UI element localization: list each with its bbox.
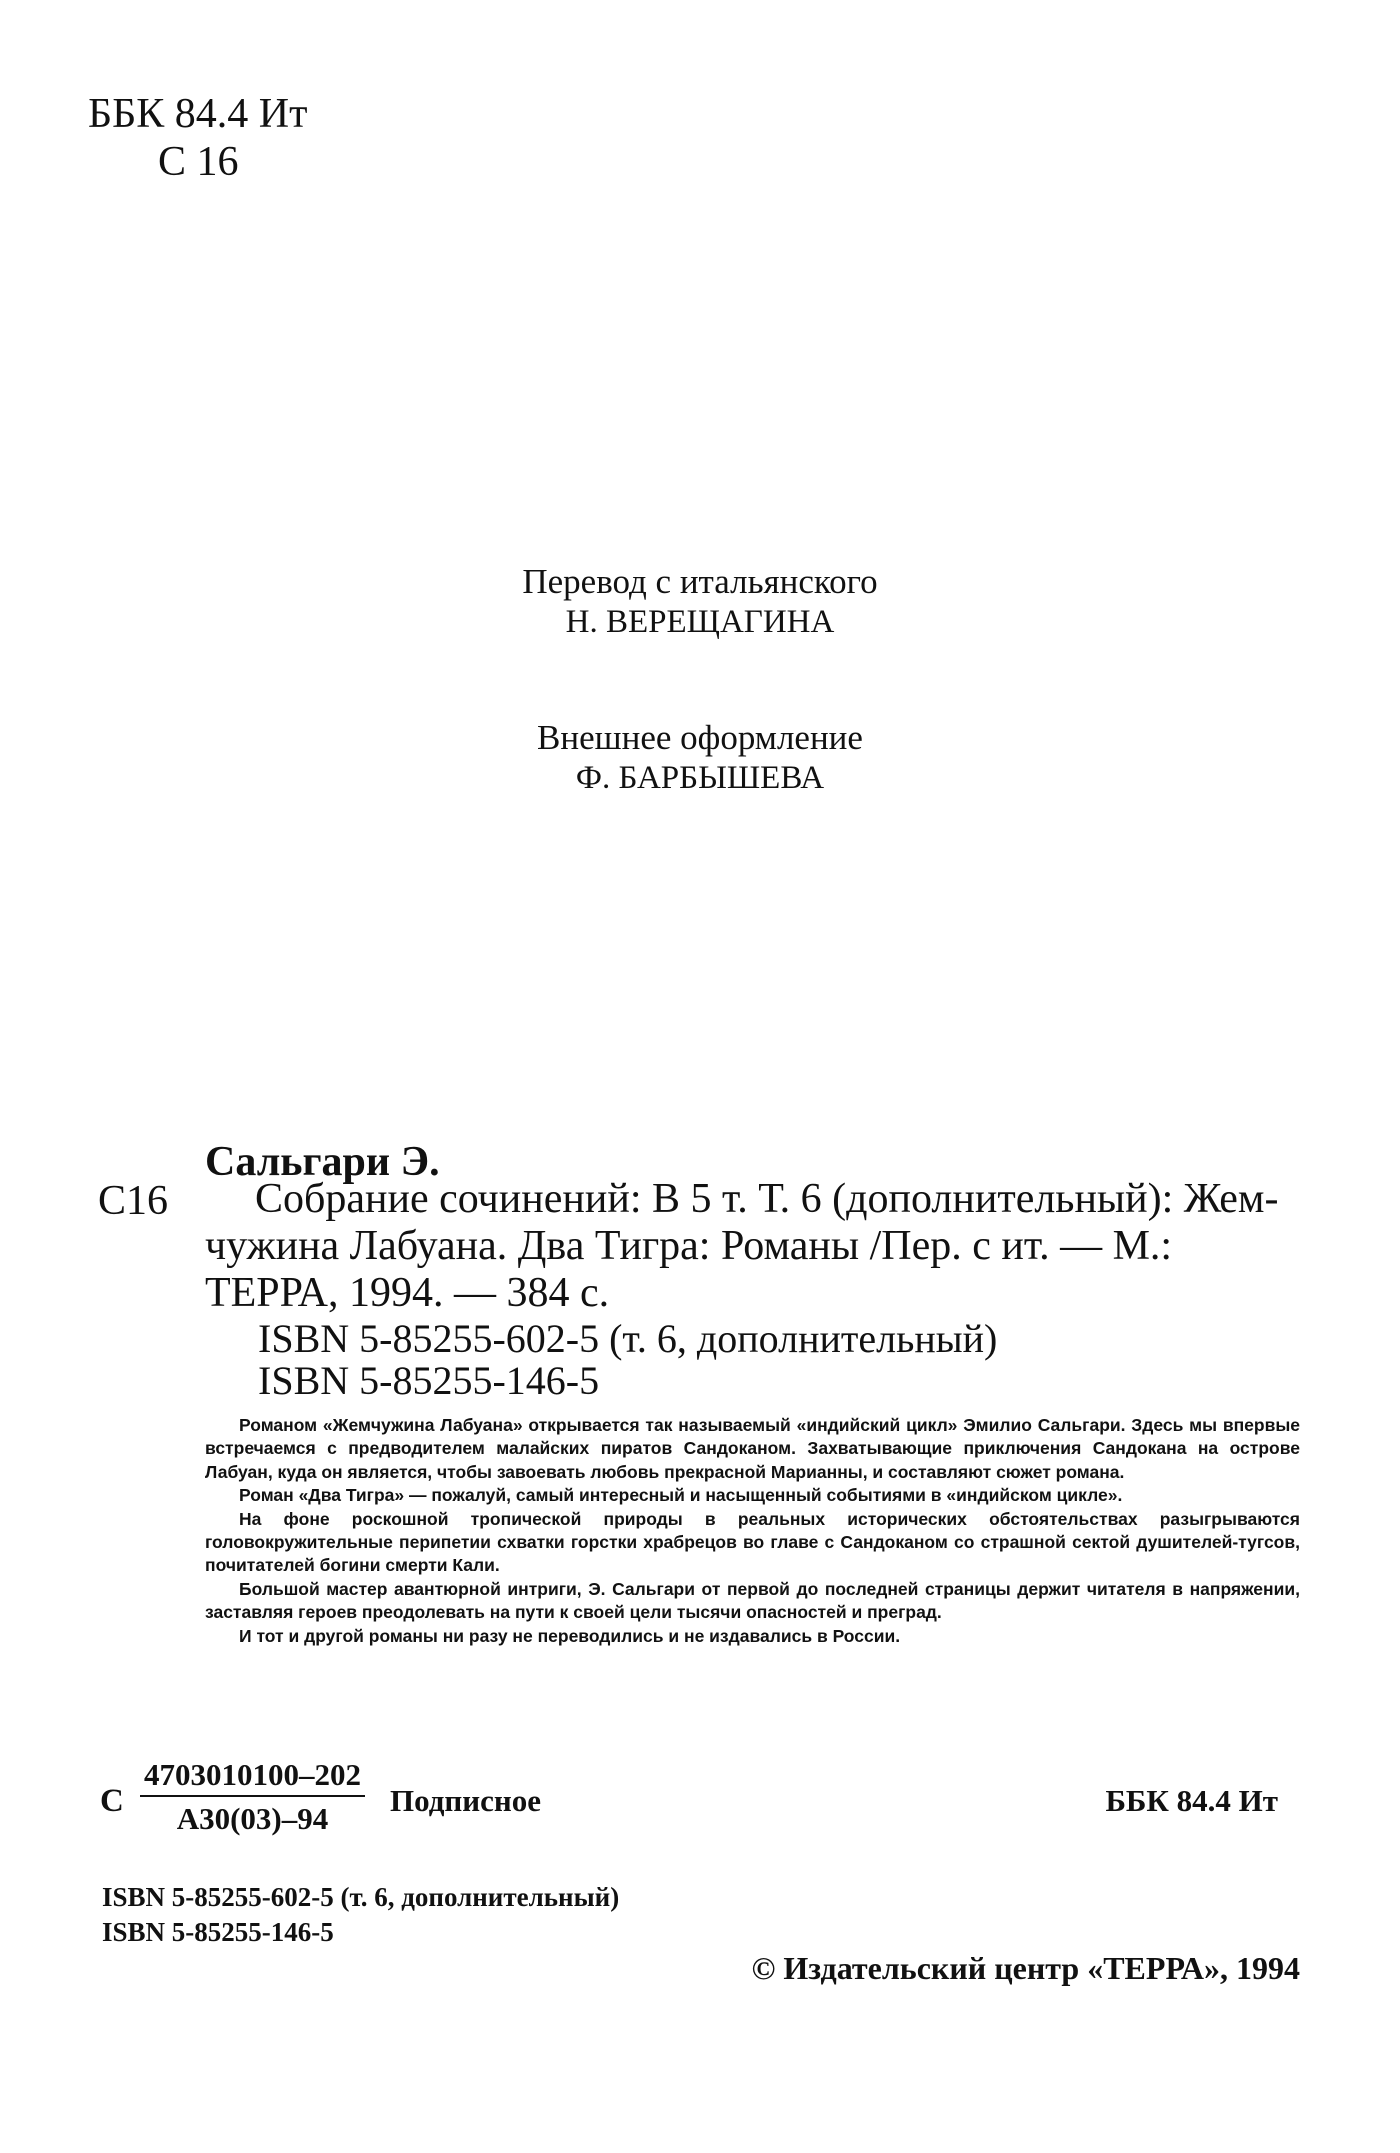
subscription-label: Подписное (390, 1783, 542, 1818)
isbn-bottom (102, 1880, 619, 1950)
translation-credit (0, 562, 1400, 642)
index-denominator: А30(03)–94 (176, 1801, 329, 1836)
catalog-description (205, 1176, 1295, 1317)
annotation-paragraph: Романом «Жемчужина Лабуана» открывается так называемый «индийский цикл» Эмилио Сальгари. Здесь мы впервые встречаемся с предводителем малайских пиратов Сандоканом. Захватывающие приключения Сандокана на острове Лабуан, куда он является, чтобы завоевать любовь прекрасной Марианны, и составляют сюжет романа. (205, 1415, 1300, 1482)
bbk-code: ББК 84.4 Ит (88, 91, 308, 137)
annotation (205, 1414, 1300, 1648)
index-letter: С (100, 1783, 124, 1819)
title-line: чужина Лабуана. Два Тигра: Романы /Пер. с ит. — М.: (205, 1223, 1173, 1269)
catalog-isbn (258, 1318, 997, 1402)
isbn-line: ISBN 5-85255-146-5 (102, 1917, 334, 1947)
design-label: Внешнее оформление (537, 718, 863, 757)
publication-index (100, 1757, 1300, 1837)
title-line: Собрание сочинений: В 5 т. Т. 6 (дополнительный): Жем- (255, 1176, 1279, 1222)
copyright-notice: © Издательский центр «ТЕРРА», 1994 (751, 1950, 1300, 1986)
author-sign: С 16 (158, 139, 239, 185)
bbk-code-bottom: ББК 84.4 Ит (1105, 1783, 1278, 1818)
design-credit (0, 718, 1400, 798)
catalog-author: Сальгари Э. (205, 1139, 440, 1185)
annotation-paragraph: На фоне роскошной тропической природы в реальных исторических обстоятельствах разыгрываются головокружительные перипетии схватки горстки храбрецов во главе с Сандоканом со страшной сектой душителей-тугсов, почитателей богини смерти Кали. (205, 1508, 1300, 1576)
designer-name: Ф. БАРБЫШЕВА (575, 760, 825, 796)
isbn-line: ISBN 5-85255-602-5 (т. 6, дополнительный) (102, 1882, 620, 1912)
catalog-code: С16 (98, 1178, 169, 1224)
translation-label: Перевод с итальянского (522, 562, 878, 601)
index-fraction (140, 1757, 365, 1837)
isbn-line: ISBN 5-85255-146-5 (258, 1358, 600, 1403)
annotation-paragraph: И тот и другой романы ни разу не переводились и не издавались в России. (239, 1625, 901, 1646)
bbk-classification-top (88, 90, 307, 186)
translator-name: Н. ВЕРЕЩАГИНА (565, 604, 835, 640)
annotation-paragraph: Большой мастер авантюрной интриги, Э. Сальгари от первой до последней страницы держит читателя в напряжении, заставляя героев преодолевать на пути к своей цели тысячи опасностей и преград. (205, 1578, 1300, 1623)
index-numerator: 4703010100–202 (140, 1757, 365, 1797)
isbn-line: ISBN 5-85255-602-5 (т. 6, дополнительный) (258, 1316, 998, 1361)
title-line: ТЕРРА, 1994. — 384 с. (205, 1270, 610, 1316)
annotation-paragraph: Роман «Два Тигра» — пожалуй, самый интересный и насыщенный событиями в «индийском цикле». (239, 1485, 1123, 1506)
